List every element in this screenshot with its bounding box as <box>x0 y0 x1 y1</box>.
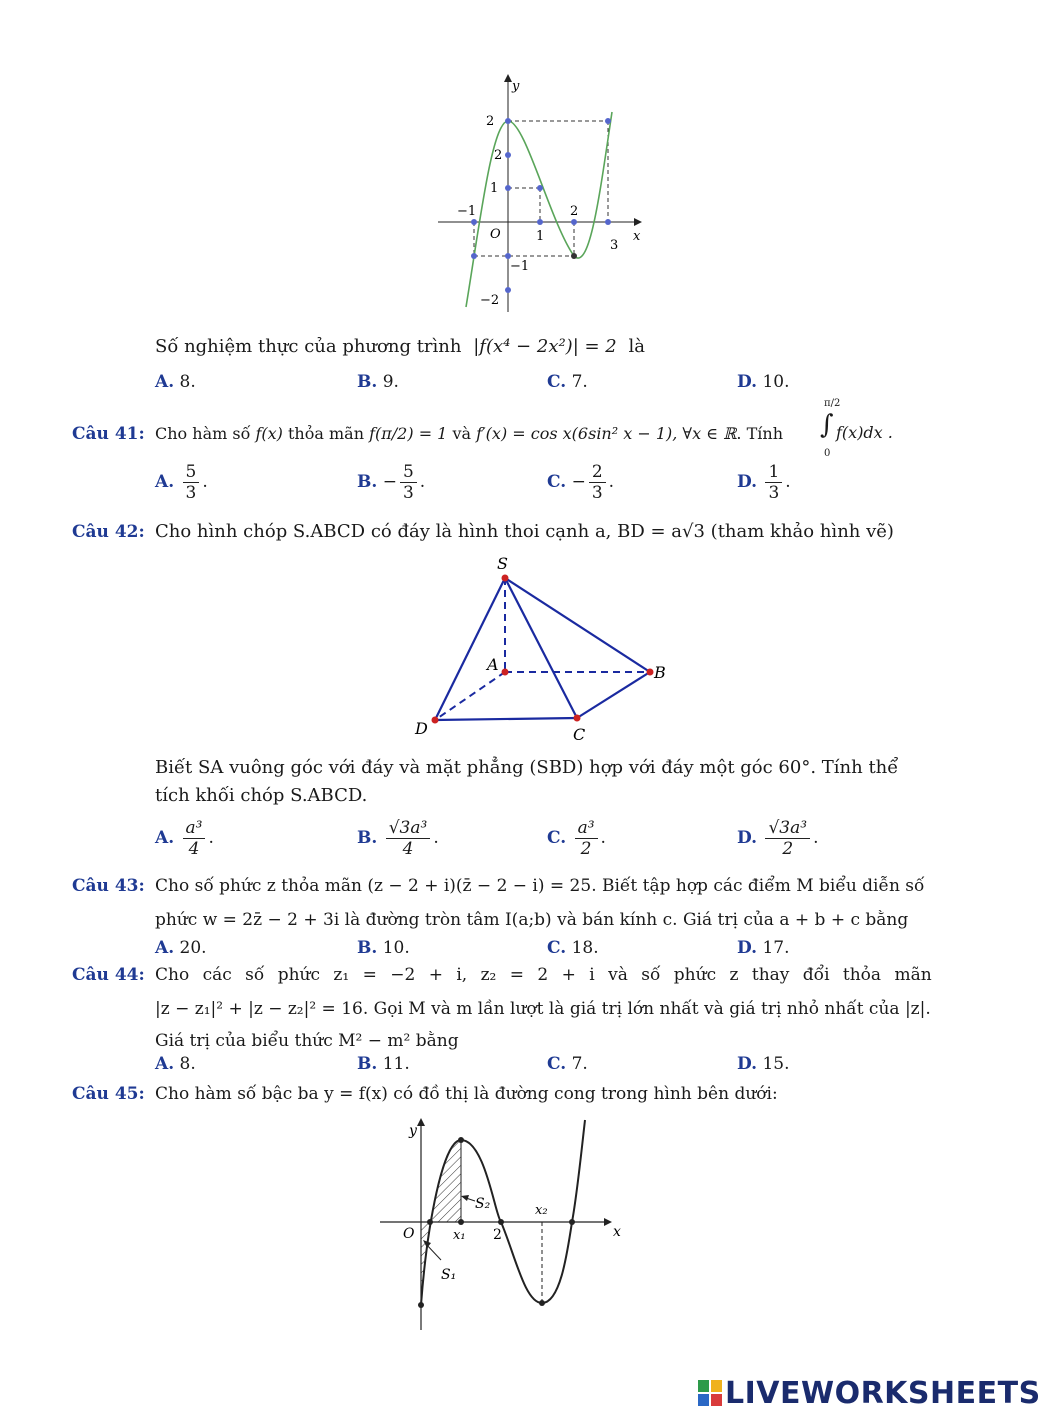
q40-option-c[interactable]: C. 7. <box>547 372 588 392</box>
cubic-curve <box>466 112 612 307</box>
svg-text:2: 2 <box>494 148 503 163</box>
svg-text:y: y <box>512 79 520 94</box>
svg-text:−1: −1 <box>510 259 530 274</box>
q43-line1: Cho số phức z thỏa mãn (z − 2 + i)(z̄ − 2 − i) = 25. Biết tập hợp các điểm M biểu diễn số <box>155 876 925 896</box>
q42-option-d[interactable]: D. $\frac{\text{√3a³}}{2}$ . <box>737 818 819 859</box>
q42-option-a[interactable]: A. $\frac{\text{a³}}{4}$ . <box>155 818 214 859</box>
q44-option-c[interactable]: C. 7. <box>547 1054 588 1074</box>
q45-label: Câu 45: <box>72 1084 145 1104</box>
q43-option-d[interactable]: D. 17. <box>737 938 790 958</box>
svg-text:3: 3 <box>610 238 619 253</box>
q44-label: Câu 44: <box>72 965 145 985</box>
q41-option-b[interactable]: B. − $\frac{5}{3}$ . <box>357 462 426 503</box>
q44-line3: Giá trị của biểu thức M² − m² bằng <box>155 1031 459 1051</box>
liveworksheets-logo[interactable] <box>698 1376 1041 1411</box>
pyramid-figure <box>405 552 680 747</box>
svg-text:O: O <box>490 227 501 242</box>
q42-option-b[interactable]: B. $\frac{\text{√3a³}}{4}$ . <box>357 818 439 859</box>
logo-icon <box>698 1380 722 1406</box>
svg-text:2: 2 <box>493 1227 502 1243</box>
q45-prompt: Cho hàm số bậc ba y = f(x) có đồ thị là đường cong trong hình bên dưới: <box>155 1084 778 1104</box>
svg-text:O: O <box>403 1226 415 1242</box>
svg-text:1: 1 <box>536 229 545 244</box>
q42-prompt: Cho hình chóp S.ABCD có đáy là hình thoi cạnh a, BD = a√3 (tham khảo hình vẽ) <box>155 521 894 542</box>
svg-text:x₁: x₁ <box>453 1228 466 1243</box>
logo-text: LIVEWORKSHEETS <box>725 1376 1041 1411</box>
graph-1 <box>430 72 660 317</box>
q43-label: Câu 43: <box>72 876 145 896</box>
svg-text:S₁: S₁ <box>441 1267 457 1283</box>
svg-text:C: C <box>573 725 586 744</box>
q42-option-c[interactable]: C. $\frac{\text{a³}}{2}$ . <box>547 818 606 859</box>
q43-option-a[interactable]: A. 20. <box>155 938 207 958</box>
svg-text:1: 1 <box>490 181 499 196</box>
svg-text:−1: −1 <box>457 204 477 219</box>
svg-text:−2: −2 <box>480 293 500 308</box>
q43-line2: phức w = 2z̄ − 2 + 3i là đường tròn tâm I(a;b) và bán kính c. Giá trị của a + b + c bằng <box>155 910 909 930</box>
q43-option-b[interactable]: B. 10. <box>357 938 410 958</box>
svg-text:2: 2 <box>570 204 579 219</box>
svg-text:D: D <box>415 719 428 738</box>
svg-text:S: S <box>497 554 508 573</box>
q42-label: Câu 42: <box>72 522 145 542</box>
q40-option-a[interactable]: A. 8. <box>155 372 196 392</box>
svg-text:x: x <box>613 1224 621 1240</box>
q44-option-b[interactable]: B. 11. <box>357 1054 410 1074</box>
q43-option-c[interactable]: C. 18. <box>547 938 599 958</box>
q44-line1: Cho các số phức z₁ = −2 + i, z₂ = 2 + i và số phức z thay đổi thỏa mãn <box>155 965 932 985</box>
svg-text:y: y <box>409 1123 417 1139</box>
q44-option-d[interactable]: D. 15. <box>737 1054 790 1074</box>
q40-option-b[interactable]: B. 9. <box>357 372 399 392</box>
q41-option-a[interactable]: A. $\frac{5}{3}$ . <box>155 462 208 503</box>
svg-text:A: A <box>487 655 499 674</box>
q41-prompt: Cho hàm số f(x) thỏa mãn f(π/2) = 1 và f′(x) = cos x(6sin² x − 1), ∀x ∈ ℝ. Tính <box>155 424 783 443</box>
q41-label: Câu 41: <box>72 424 145 444</box>
q44-line2: |z − z₁|² + |z − z₂|² = 16. Gọi M và m lần lượt là giá trị lớn nhất và giá trị nhỏ nhất của |z|. <box>155 999 931 1019</box>
q41-option-c[interactable]: C. − $\frac{2}{3}$ . <box>547 462 615 503</box>
svg-text:S₂: S₂ <box>475 1196 491 1212</box>
svg-text:2: 2 <box>486 114 495 129</box>
graph-2 <box>375 1115 635 1335</box>
svg-text:x₂: x₂ <box>535 1203 548 1218</box>
q42-body: Biết SA vuông góc với đáy và mặt phẳng (SBD) hợp với đáy một góc 60°. Tính thể tích khối chóp S.ABCD. <box>155 757 899 806</box>
q41-option-d[interactable]: D. $\frac{1}{3}$ . <box>737 462 791 503</box>
svg-text:x: x <box>633 229 641 244</box>
svg-text:B: B <box>654 663 666 682</box>
q40-prompt: Số nghiệm thực của phương trình |f(x⁴ − 2x²)| = 2 là <box>155 336 645 357</box>
q40-option-d[interactable]: D. 10. <box>737 372 790 392</box>
q44-option-a[interactable]: A. 8. <box>155 1054 196 1074</box>
area-s2 <box>430 1140 461 1222</box>
